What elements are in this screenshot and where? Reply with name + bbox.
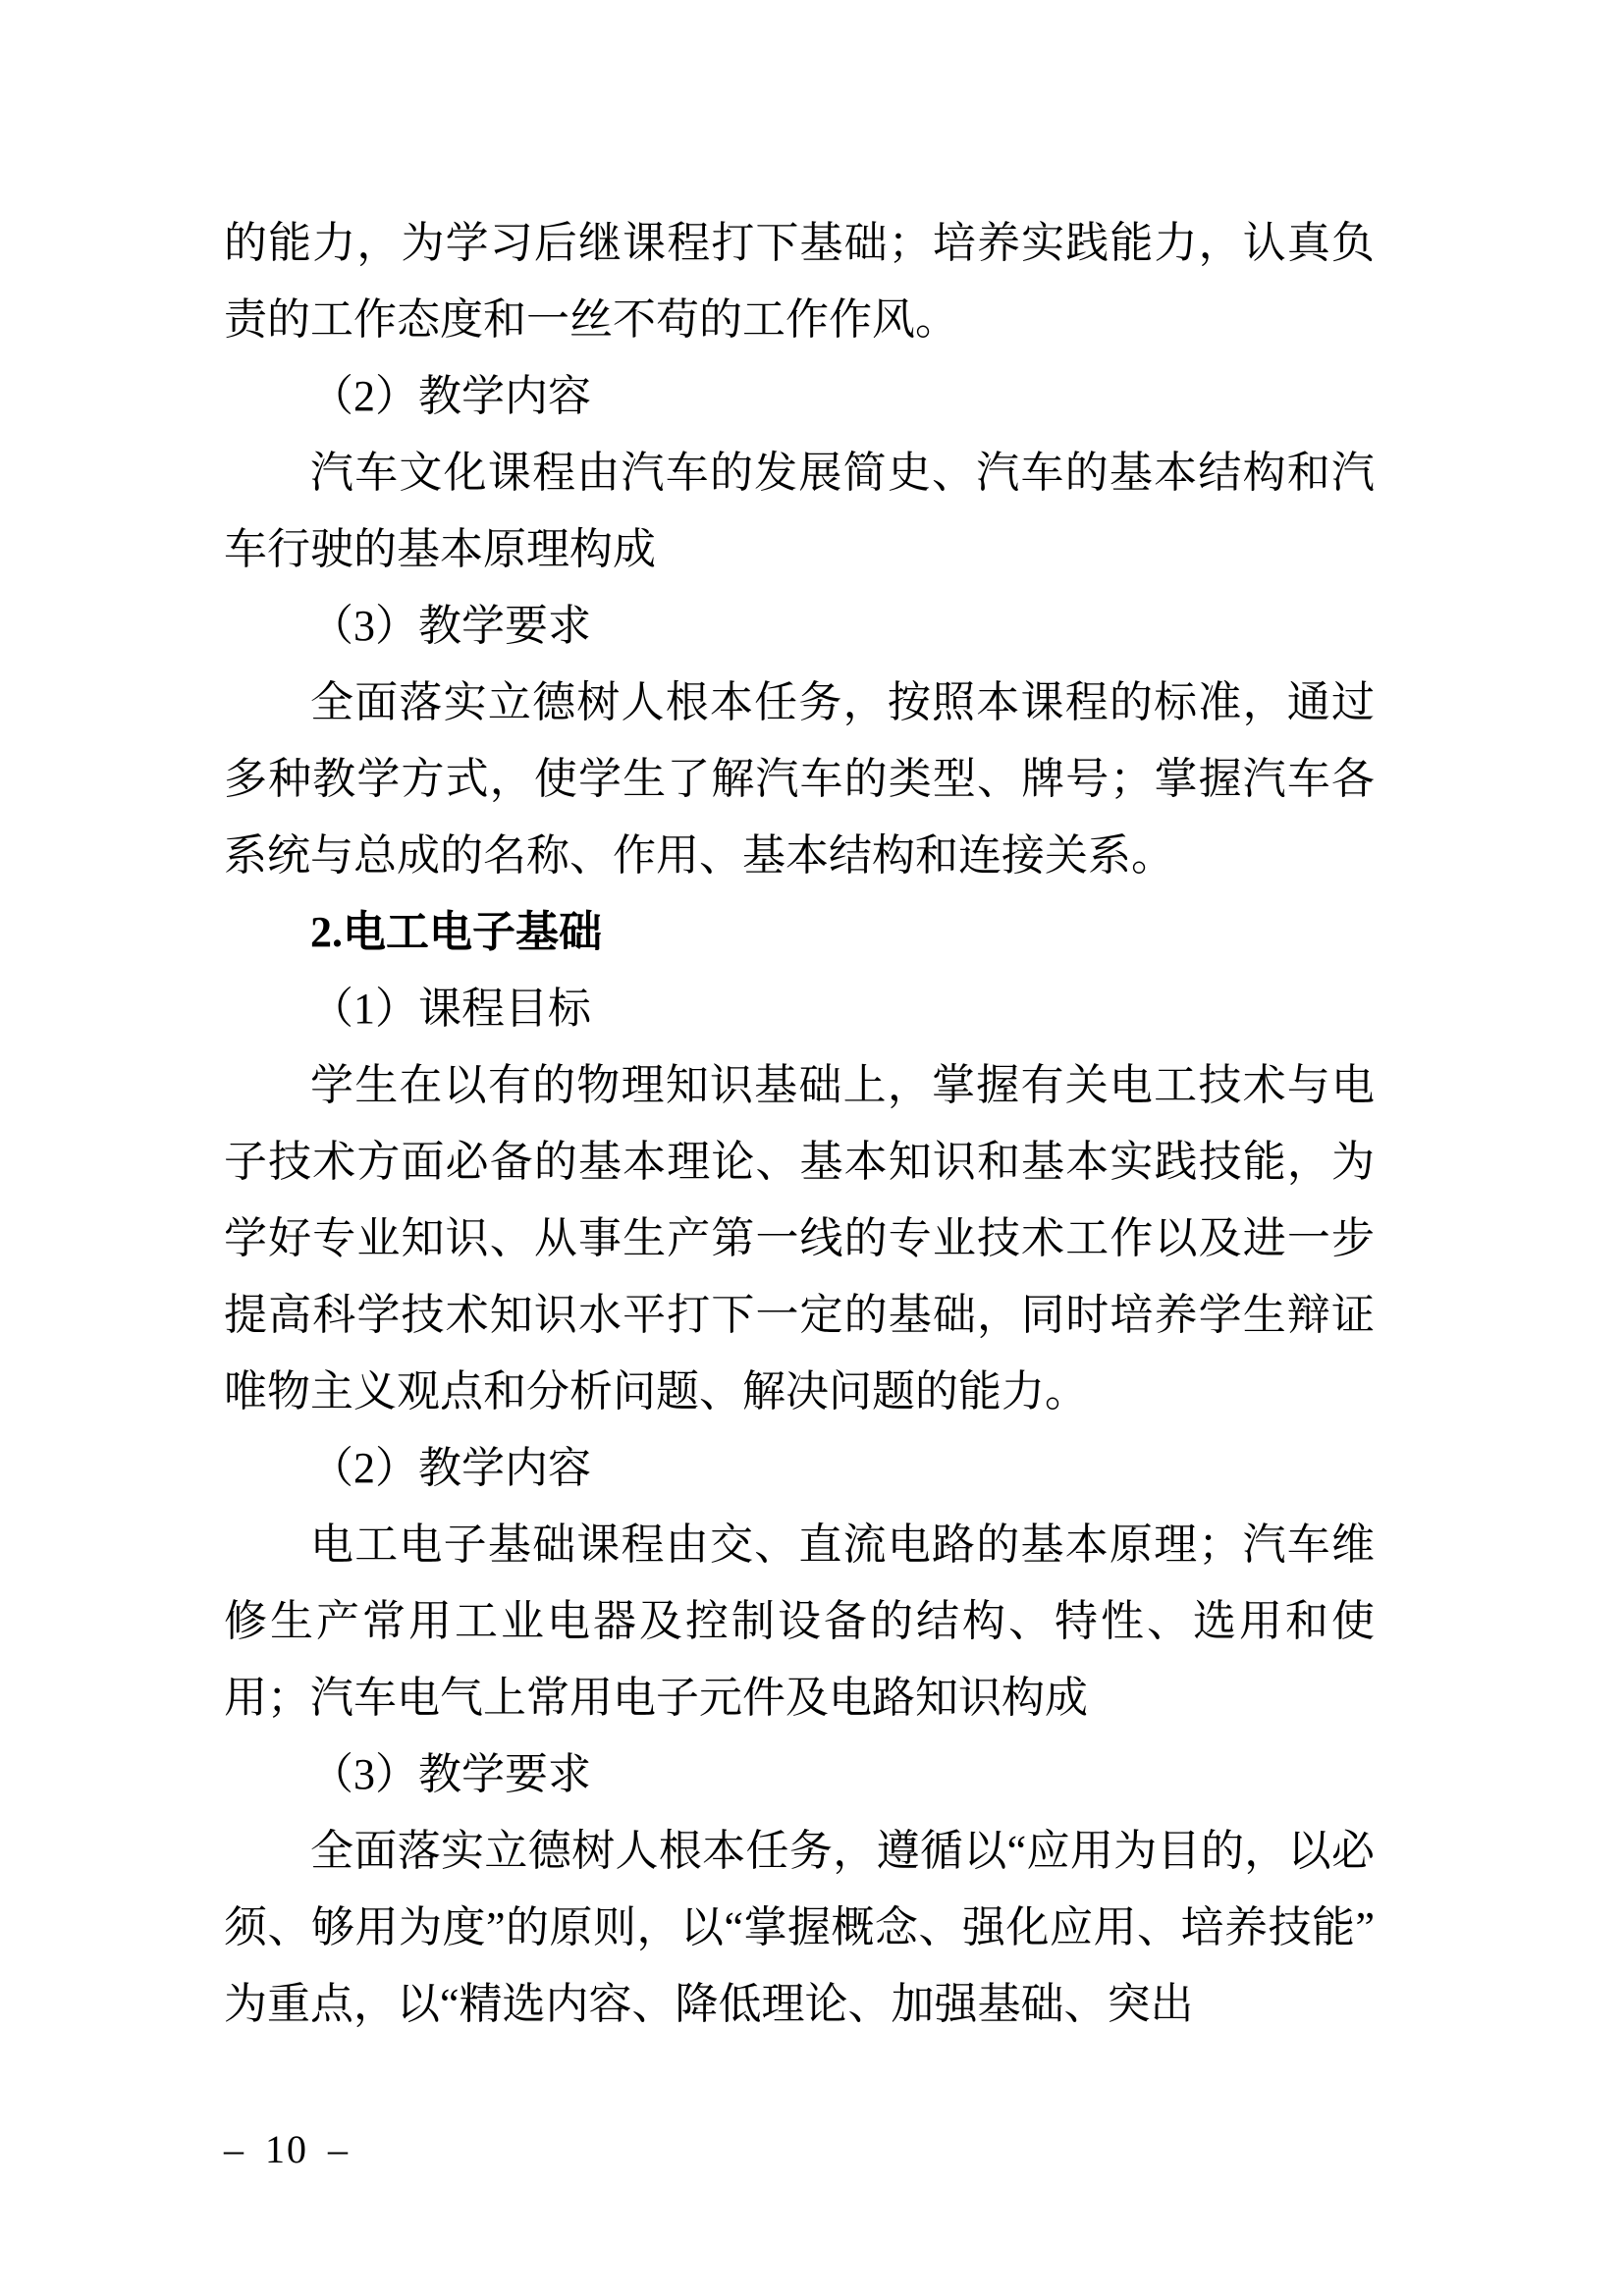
paragraph-subheading: （2）教学内容: [310, 372, 591, 420]
paragraph-body: 全面落实立德树人根本任务，遵循以“应用为目的，以必须、够用为度”的原则，以“掌握概念、强化应用、培养技能”为重点，以“精选内容、降低理论、加强基础、突出: [224, 1827, 1375, 2028]
page-number: – 10 –: [224, 2127, 350, 2171]
paragraph-subheading: （3）教学要求: [310, 1750, 591, 1798]
paragraph-body: 电工电子基础课程由交、直流电路的基本原理；汽车维修生产常用工业电器及控制设备的结构、特性、选用和使用；汽车电气上常用电子元件及电路知识构成: [224, 1521, 1375, 1722]
paragraph-body: 全面落实立德树人根本任务，按照本课程的标准，通过多种教学方式，使学生了解汽车的类型、牌号；掌握汽车各系统与总成的名称、作用、基本结构和连接关系。: [224, 678, 1375, 880]
section-heading: 2.电工电子基础: [310, 908, 602, 956]
document-content: [224, 205, 1375, 2043]
paragraph-subheading: （2）教学内容: [310, 1444, 591, 1492]
paragraph-body: 学生在以有的物理知识基础上，掌握有关电工技术与电子技术方面必备的基本理论、基本知识和基本实践技能，为学好专业知识、从事生产第一线的专业技术工作以及进一步提高科学技术知识水平打下一定的基础，同时培养学生辩证唯物主义观点和分析问题、解决问题的能力。: [224, 1061, 1375, 1415]
paragraph-continuation: 的能力，为学习后继课程打下基础；培养实践能力，认真负责的工作态度和一丝不苟的工作作风。: [224, 219, 1375, 344]
paragraph-subheading: （3）教学要求: [310, 602, 591, 650]
paragraph-body: 汽车文化课程由汽车的发展简史、汽车的基本结构和汽车行驶的基本原理构成: [224, 449, 1375, 573]
paragraph-subheading: （1）课程目标: [310, 985, 591, 1033]
